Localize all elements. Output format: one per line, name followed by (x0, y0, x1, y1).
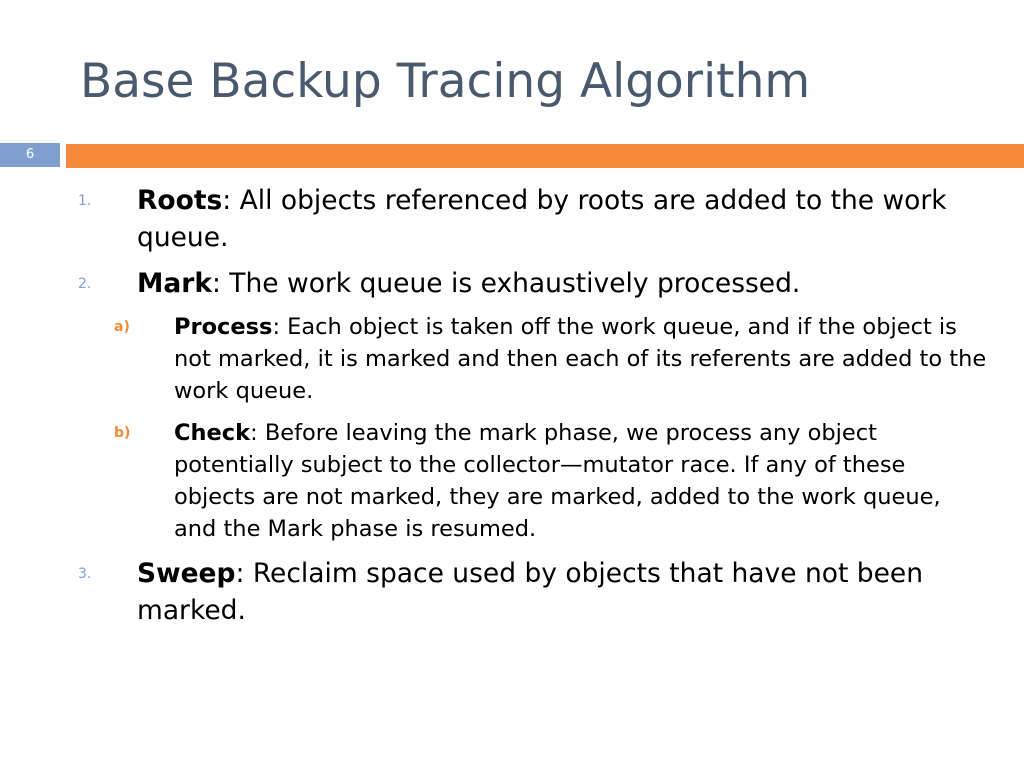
item-term: Sweep (137, 558, 236, 589)
item-text: : All objects referenced by roots are added to the work queue. (137, 185, 947, 253)
subitem-text: : Before leaving the mark phase, we process any object potentially subject to the collector—mutator race. If any of these objects are not marked, they are marked, added to the work queue, and the Mark phase is resumed. (174, 420, 941, 542)
list-item-mark (78, 265, 988, 302)
sublist-item-process (78, 311, 988, 407)
item-term: Roots (137, 185, 223, 216)
accent-bar (66, 144, 1024, 168)
slide-content (78, 182, 988, 638)
sublist-letter: b) (114, 425, 131, 441)
subitem-term: Check (174, 420, 251, 446)
item-text: : The work queue is exhaustively processed. (211, 268, 801, 299)
list-item-sweep (78, 555, 988, 629)
list-item-roots (78, 182, 988, 256)
slide-title: Base Backup Tracing Algorithm (80, 54, 811, 109)
page-number: 6 (0, 143, 60, 167)
sublist-letter: a) (114, 319, 130, 335)
list-number: 2. (78, 276, 92, 292)
list-number: 1. (78, 193, 92, 209)
sublist-item-check (78, 417, 988, 545)
item-term: Mark (137, 268, 212, 299)
subitem-text: : Each object is taken off the work queue, and if the object is not marked, it is marked and then each of its referents are added to the work queue. (174, 314, 987, 404)
subitem-term: Process (174, 314, 273, 340)
item-text: : Reclaim space used by objects that have not been marked. (137, 558, 923, 626)
list-number: 3. (78, 566, 92, 582)
